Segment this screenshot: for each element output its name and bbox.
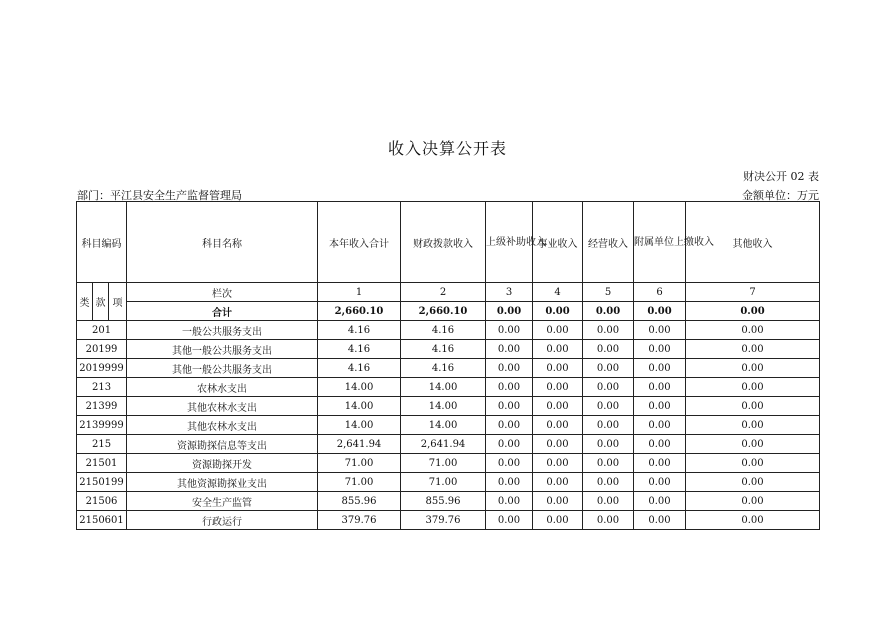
subject-name: 资源勘探开发 [127, 454, 318, 473]
table-row [77, 340, 820, 359]
sub-header-xiang: 项 [109, 283, 127, 321]
table-row [77, 397, 820, 416]
amount-cell: 379.76 [401, 511, 486, 530]
amount-cell: 14.00 [401, 378, 486, 397]
total-value: 2,660.10 [318, 302, 401, 321]
amount-cell: 0.00 [533, 511, 583, 530]
amount-cell: 0.00 [486, 397, 533, 416]
amount-cell: 71.00 [318, 473, 401, 492]
amount-cell: 0.00 [486, 378, 533, 397]
header-name: 科目名称 [127, 202, 318, 283]
amount-cell: 0.00 [486, 321, 533, 340]
table-row [77, 378, 820, 397]
income-table [76, 201, 820, 530]
amount-cell: 14.00 [318, 416, 401, 435]
subject-code: 201 [77, 321, 127, 340]
subject-code: 20199 [77, 340, 127, 359]
form-number: 财决公开 02 表 [743, 170, 819, 183]
amount-cell: 0.00 [533, 321, 583, 340]
amount-cell: 0.00 [686, 454, 820, 473]
subject-code: 213 [77, 378, 127, 397]
amount-cell: 14.00 [401, 416, 486, 435]
subject-code: 215 [77, 435, 127, 454]
column-index: 5 [583, 283, 634, 302]
amount-cell: 4.16 [401, 321, 486, 340]
department-label: 部门：平江县安全生产监督管理局 [77, 189, 242, 202]
amount-cell: 14.00 [401, 397, 486, 416]
amount-cell: 0.00 [583, 416, 634, 435]
amount-cell: 0.00 [634, 359, 686, 378]
amount-cell: 0.00 [634, 416, 686, 435]
total-value: 0.00 [486, 302, 533, 321]
amount-cell: 14.00 [318, 397, 401, 416]
amount-cell: 0.00 [486, 511, 533, 530]
subject-name: 一般公共服务支出 [127, 321, 318, 340]
subject-name: 安全生产监管 [127, 492, 318, 511]
amount-cell: 0.00 [583, 454, 634, 473]
amount-cell: 0.00 [486, 492, 533, 511]
total-value: 0.00 [634, 302, 686, 321]
column-index-row [77, 283, 820, 302]
table-row [77, 473, 820, 492]
amount-cell: 0.00 [533, 473, 583, 492]
header-total: 本年收入合计 [318, 202, 401, 283]
amount-cell: 0.00 [583, 492, 634, 511]
amount-cell: 0.00 [686, 435, 820, 454]
amount-cell: 855.96 [318, 492, 401, 511]
subject-code: 21399 [77, 397, 127, 416]
amount-cell: 0.00 [583, 340, 634, 359]
amount-cell: 0.00 [533, 378, 583, 397]
subject-code: 2019999 [77, 359, 127, 378]
column-index: 4 [533, 283, 583, 302]
amount-cell: 0.00 [634, 378, 686, 397]
amount-cell: 0.00 [583, 321, 634, 340]
amount-cell: 0.00 [533, 454, 583, 473]
amount-cell: 0.00 [634, 435, 686, 454]
amount-cell: 4.16 [401, 340, 486, 359]
header-other: 其他收入 [686, 202, 820, 283]
subject-name: 其他农林水支出 [127, 397, 318, 416]
amount-cell: 0.00 [634, 511, 686, 530]
total-value: 0.00 [686, 302, 820, 321]
column-index: 7 [686, 283, 820, 302]
header-affiliated: 附属单位上缴收入 [634, 202, 686, 283]
amount-cell: 0.00 [583, 435, 634, 454]
amount-cell: 4.16 [318, 321, 401, 340]
subject-name: 行政运行 [127, 511, 318, 530]
amount-cell: 0.00 [686, 511, 820, 530]
amount-cell: 71.00 [401, 454, 486, 473]
amount-cell: 0.00 [533, 435, 583, 454]
amount-cell: 0.00 [686, 359, 820, 378]
total-row [77, 302, 820, 321]
amount-cell: 0.00 [686, 340, 820, 359]
table-row [77, 454, 820, 473]
amount-cell: 0.00 [686, 378, 820, 397]
amount-cell: 0.00 [533, 492, 583, 511]
total-value: 0.00 [533, 302, 583, 321]
header-fiscal: 财政拨款收入 [401, 202, 486, 283]
amount-cell: 4.16 [318, 359, 401, 378]
subject-code: 21501 [77, 454, 127, 473]
amount-cell: 0.00 [686, 416, 820, 435]
amount-cell: 4.16 [401, 359, 486, 378]
total-value: 2,660.10 [401, 302, 486, 321]
amount-cell: 0.00 [533, 359, 583, 378]
header-business: 事业收入 [533, 202, 583, 283]
table-row [77, 435, 820, 454]
sub-header-lei: 类 [77, 283, 93, 321]
header-operating: 经营收入 [583, 202, 634, 283]
amount-cell: 0.00 [583, 511, 634, 530]
amount-cell: 0.00 [486, 473, 533, 492]
table-row [77, 511, 820, 530]
amount-cell: 0.00 [583, 473, 634, 492]
amount-cell: 379.76 [318, 511, 401, 530]
amount-cell: 0.00 [533, 397, 583, 416]
header-code: 科目编码 [77, 202, 127, 283]
subject-code: 2139999 [77, 416, 127, 435]
amount-cell: 0.00 [634, 454, 686, 473]
column-index-label: 栏次 [127, 283, 318, 302]
amount-cell: 0.00 [634, 473, 686, 492]
column-index: 2 [401, 283, 486, 302]
amount-cell: 0.00 [634, 397, 686, 416]
subject-name: 其他资源勘探业支出 [127, 473, 318, 492]
subject-name: 其他一般公共服务支出 [127, 359, 318, 378]
amount-cell: 0.00 [486, 340, 533, 359]
amount-cell: 4.16 [318, 340, 401, 359]
amount-cell: 0.00 [486, 435, 533, 454]
subject-code: 21506 [77, 492, 127, 511]
amount-cell: 0.00 [486, 359, 533, 378]
total-label: 合计 [127, 302, 318, 321]
subject-code: 2150601 [77, 511, 127, 530]
amount-cell: 0.00 [686, 397, 820, 416]
total-value: 0.00 [583, 302, 634, 321]
amount-cell: 0.00 [686, 473, 820, 492]
column-index: 3 [486, 283, 533, 302]
amount-cell: 0.00 [634, 340, 686, 359]
amount-cell: 14.00 [318, 378, 401, 397]
amount-cell: 0.00 [583, 397, 634, 416]
column-index: 1 [318, 283, 401, 302]
subject-name: 其他农林水支出 [127, 416, 318, 435]
amount-cell: 71.00 [401, 473, 486, 492]
amount-cell: 855.96 [401, 492, 486, 511]
amount-cell: 0.00 [634, 492, 686, 511]
table-row [77, 416, 820, 435]
subject-name: 农林水支出 [127, 378, 318, 397]
amount-cell: 2,641.94 [401, 435, 486, 454]
page-title: 收入决算公开表 [387, 139, 507, 158]
amount-cell: 0.00 [533, 416, 583, 435]
amount-cell: 0.00 [583, 378, 634, 397]
table-row [77, 321, 820, 340]
amount-cell: 0.00 [486, 416, 533, 435]
amount-cell: 0.00 [634, 321, 686, 340]
amount-cell: 0.00 [486, 454, 533, 473]
header-row [77, 202, 820, 283]
table-row [77, 359, 820, 378]
amount-cell: 71.00 [318, 454, 401, 473]
amount-cell: 2,641.94 [318, 435, 401, 454]
subject-code: 2150199 [77, 473, 127, 492]
header-superior: 上级补助收入 [486, 202, 533, 283]
sub-header-kuan: 款 [93, 283, 109, 321]
column-index: 6 [634, 283, 686, 302]
subject-name: 其他一般公共服务支出 [127, 340, 318, 359]
amount-cell: 0.00 [686, 492, 820, 511]
amount-unit-label: 金额单位：万元 [742, 189, 819, 202]
amount-cell: 0.00 [583, 359, 634, 378]
amount-cell: 0.00 [686, 321, 820, 340]
subject-name: 资源勘探信息等支出 [127, 435, 318, 454]
amount-cell: 0.00 [533, 340, 583, 359]
table-row [77, 492, 820, 511]
